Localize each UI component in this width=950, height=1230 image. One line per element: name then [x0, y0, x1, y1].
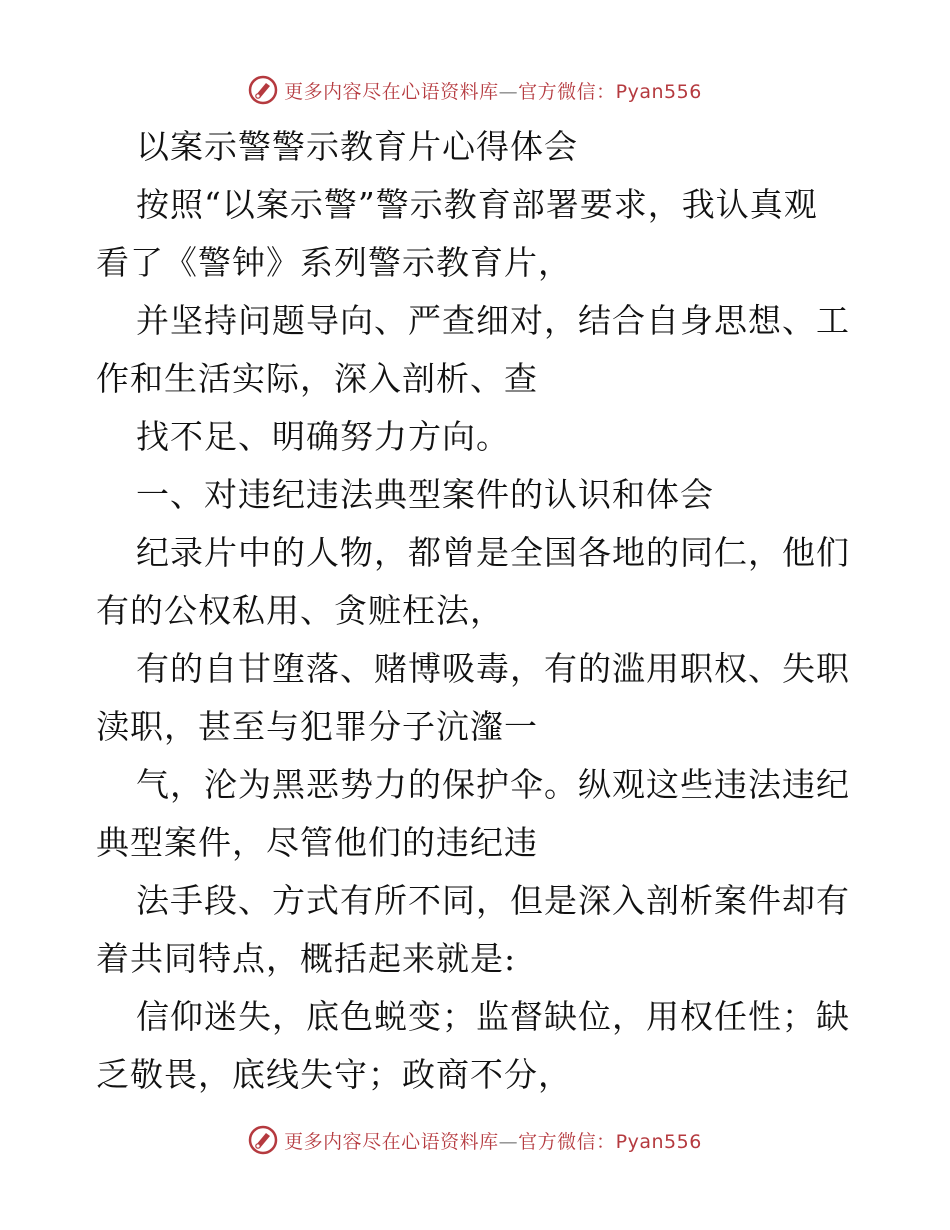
section-heading: 一、对违纪违法典型案件的认识和体会 — [136, 475, 714, 514]
watermark-dash: — — [498, 80, 519, 103]
paragraph-line: 信仰迷失，底色蜕变；监督缺位，用权任性；缺 — [136, 997, 850, 1036]
paragraph-line: 着共同特点，概括起来就是: — [96, 939, 517, 978]
document-title: 以案示警警示教育片心得体会 — [136, 127, 578, 166]
paragraph-line: 按照“以案示警”警示教育部署要求，我认真观 — [136, 185, 818, 224]
paragraph-line: 典型案件，尽管他们的违纪违 — [96, 823, 538, 862]
watermark-lead: 更多内容尽在心语资料库 — [284, 80, 499, 103]
paragraph-line: 气，沦为黑恶势力的保护伞。纵观这些违法违纪 — [136, 765, 850, 804]
paragraph-line: 并坚持问题导向、严查细对，结合自身思想、工 — [136, 301, 850, 340]
paragraph-line: 看了《警钟》系列警示教育片， — [96, 243, 572, 282]
brand-logo-icon — [248, 1125, 278, 1155]
watermark-lead: 更多内容尽在心语资料库 — [284, 1130, 499, 1153]
watermark-text — [284, 1127, 702, 1154]
watermark-suffix: 官方微信：Pyan556 — [518, 80, 702, 103]
footer-watermark — [0, 1120, 950, 1160]
header-watermark — [0, 70, 950, 110]
paragraph-line: 作和生活实际，深入剖析、查 — [96, 359, 538, 398]
paragraph-line: 法手段、方式有所不同，但是深入剖析案件却有 — [136, 881, 850, 920]
watermark-text — [284, 77, 702, 104]
paragraph-line: 有的自甘堕落、赌博吸毒，有的滥用职权、失职 — [136, 649, 850, 688]
watermark-dash: — — [498, 1130, 519, 1153]
paragraph-line: 纪录片中的人物，都曾是全国各地的同仁，他们 — [136, 533, 850, 572]
paragraph-line: 渎职，甚至与犯罪分子沆瀣一 — [96, 707, 538, 746]
paragraph-line: 有的公权私用、贪赃枉法， — [96, 591, 504, 630]
paragraph-line: 找不足、明确努力方向。 — [136, 417, 510, 456]
document-body — [96, 118, 866, 1104]
watermark-suffix: 官方微信：Pyan556 — [518, 1130, 702, 1153]
paragraph-line: 乏敬畏，底线失守；政商不分， — [96, 1055, 572, 1094]
brand-logo-icon — [248, 75, 278, 105]
